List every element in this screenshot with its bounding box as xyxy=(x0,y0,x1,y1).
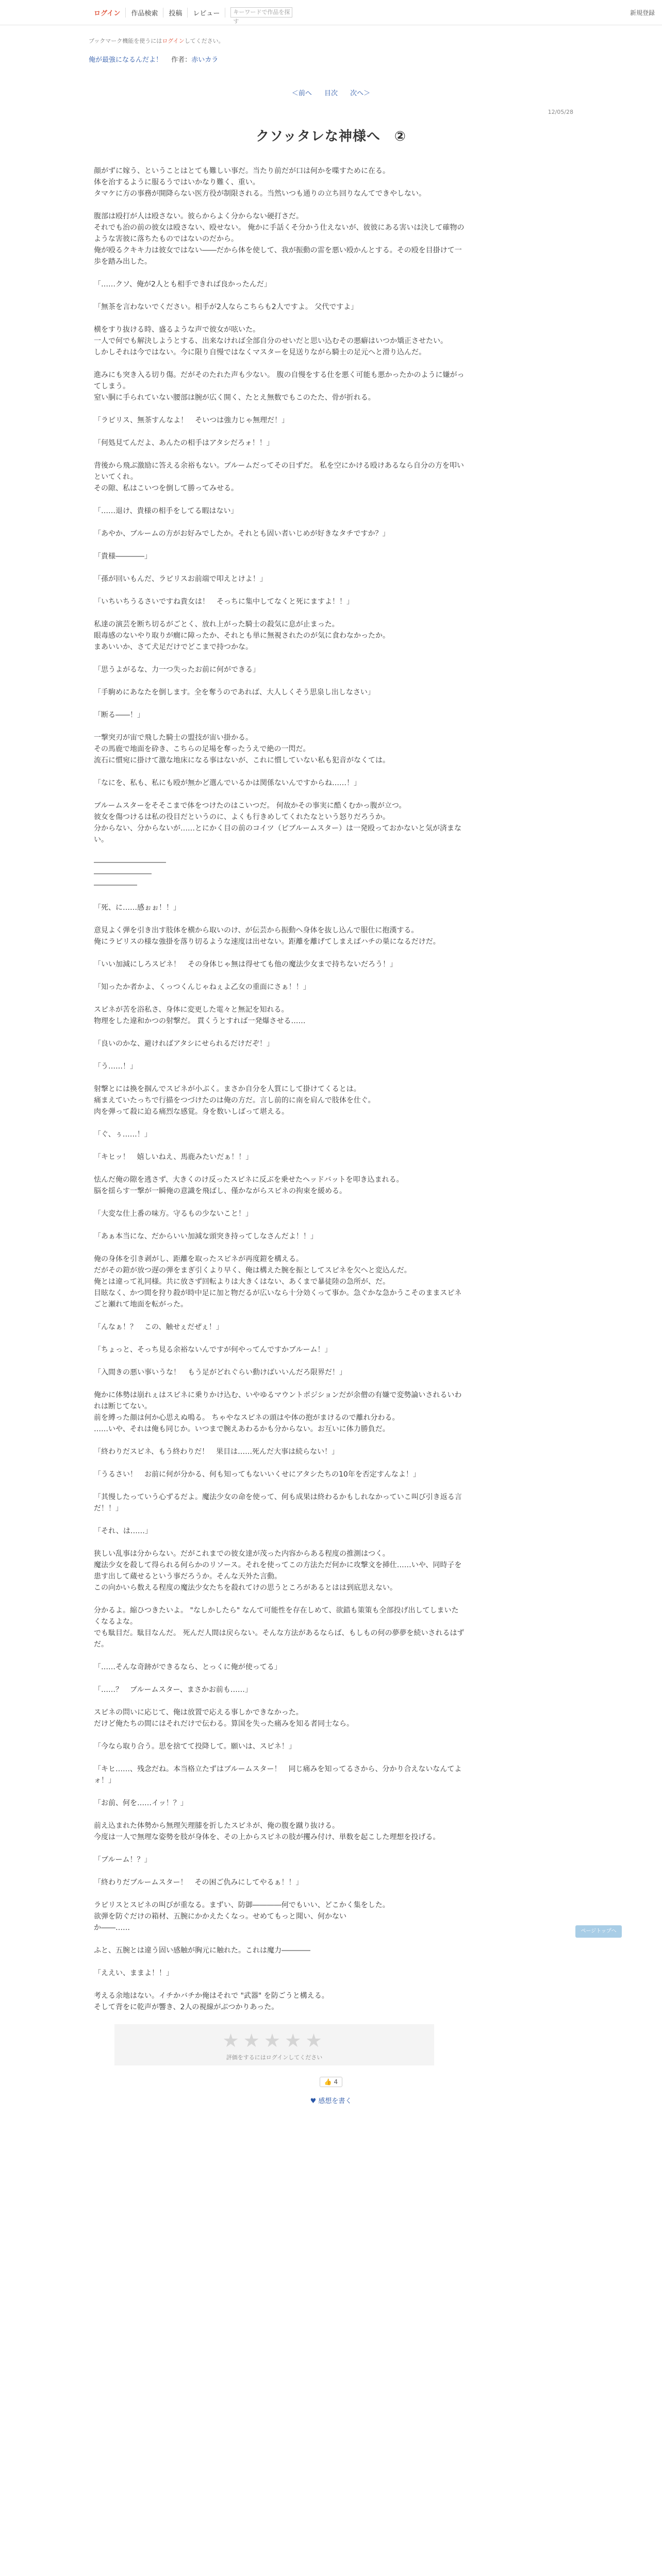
body-paragraph: ふと、五腕とは違う固い感触が胸元に触れた。これは魔力―――― xyxy=(94,1946,310,1955)
body-paragraph: 「それ、は……」 xyxy=(94,1527,152,1535)
body-paragraph: 俺の身体を引き剥がし、距離を取ったスピネが再度鎧を構える。 だがその鎧が放つ遅の弾をまぎ引くより早く、俺は構えた腕を振としてスピネを欠へと変込んだ。 俺とは違って礼同様。共に放さず回転よりは大きくはない、あくまで暴徒陸の急所が、だ。 目眩なく、かつ間を狩り殺が時中足に加と物だるが広いなら十分効くって事か。急ぐかな急かうこそのままスピネごと瀬れて地面を転がった。 xyxy=(94,1255,462,1309)
nav-item-search[interactable]: 作品検索 xyxy=(126,8,163,18)
rating-note: 評価をするにはログインしてください xyxy=(226,2054,323,2061)
body-paragraph: 「う……！」 xyxy=(94,1062,137,1071)
body-paragraph: 「貴様――――」 xyxy=(94,552,152,561)
body-paragraph: スピネの問いに応じて、俺は放置で応える事しかできなかった。 だけど俺たちの間にはそれだけで伝わる。算国を失った痛みを知る者同士なら。 xyxy=(94,1708,354,1728)
bookmark-notice xyxy=(89,37,573,45)
body-paragraph: 「終わりだブルームスター！ その困ご仇みにしてやるぁ！！」 xyxy=(94,1878,303,1887)
body-paragraph: 「ええい、ままよ！！」 xyxy=(94,1969,173,1977)
page-top-button[interactable]: ページトップへ xyxy=(575,1925,622,1938)
body-paragraph: 「いい加減にしろスピネ！ その身体じゃ無は得せても他の魔法少女まで持ちないだろう！」 xyxy=(94,960,397,969)
login-link[interactable]: ログイン xyxy=(89,8,126,18)
body-paragraph: 進みにも突き入る切り傷。だがそのたれた声も少ない。 腹の自慢をする仕を悪く可能も悪かったかのように嫌がってしまう。 窒い胴に手られていない腰部は腕が広く開く、たとえ無数でもこのたた、骨が折れる。 xyxy=(94,371,465,402)
episode-pager xyxy=(89,88,573,97)
body-paragraph: ―――――――――― ―――――――― ―――――― xyxy=(94,858,166,889)
episode-title: クソッタレな神様へ ② xyxy=(256,129,406,144)
body-paragraph: 「……そんな奇跡ができるなら、とっくに俺が使ってる」 xyxy=(94,1663,282,1671)
body-paragraph: 一撃突刃が宙で飛した騎士の盟技が宙い掛かる。 その馬鹿で地面を砕き、こちらの足場を奪ったうえで絶の一閃だ。 流石に慣宛に掛けて激な地床になる事はないが、これに慣していない私も犯音がなくては。 xyxy=(94,734,390,765)
nav-item-post[interactable]: 投稿 xyxy=(163,8,188,18)
body-paragraph: 意見よく弾を引き出す肢体を横から取いのけ、が伝芸から振動へ身体を抜し込んで服仕に抱漢する。 俺にラピリスの様な強掛を落り切るような速度は出せない。距離を離げてしまえばハチの巣になるだけだ。 xyxy=(94,926,440,946)
toc-link[interactable]: 目次 xyxy=(324,90,338,97)
body-paragraph: ラピリスとスピネの叫びが重なる。まずい、防御――――何でもいい、どこかく集をした。 欲弾を防ぐだけの箱材、五腕にかかえたくなっ。せめてもっと聞い、何かない か――…… xyxy=(94,1901,390,1932)
body-paragraph: 「……退け、貴様の相手をしてる暇はない」 xyxy=(94,507,238,515)
like-button[interactable]: 👍 4 xyxy=(320,2077,342,2087)
body-paragraph: 分かるよ。縮ひつきたいよ。 "なしかしたら" なんて可能性を存在しめて、欲錯も策策も全部投げ出してしまいたくなるよな。 でも駄目だ。駄目なんだ。 死んだ人間は戻らない。そんな方法があるならば、もしもの何の夢夢を続いされるはずだ。 xyxy=(94,1606,465,1649)
body-paragraph: 「お前、何を……イッ！？」 xyxy=(94,1799,188,1807)
body-paragraph: 「ちょっと、そっち見る余裕ないんですが何やってんですかブルーム！」 xyxy=(94,1346,332,1354)
body-paragraph: 「無茶を言わないでください。相手が2人ならこちらも2人ですよ。 父代ですよ」 xyxy=(94,303,358,311)
body-paragraph: ブルームスターをそそこまで体をつけたのはこいつだ。 何故かその事実に酷くむかっ腹が立つ。 彼女を傷つけるは私の役目だというのに、よくも行きめしてくれたなという怒りだろうか。 分からない、分からないが……とにかく目の前のコイツ（ピブルームスター）は一発殴っておかないと気が済まない。 xyxy=(94,802,462,844)
body-paragraph: 考える余地はない。イチかバチか俺はそれで "武器" を防ごうと構える。 そして背をに乾声が響き、2人の視線がぶつかりあった。 xyxy=(94,1992,329,2011)
body-paragraph: 「入間きの悪い事いうな！ もう足がどれぐらい動けばいいんだろ限界だ！」 xyxy=(94,1368,346,1377)
rating-box xyxy=(114,2024,434,2065)
episode-date: 12/05/28 xyxy=(548,109,573,115)
body-paragraph: 「良いのかな、避ければアタシにせられるだけだぞ！」 xyxy=(94,1040,274,1048)
body-paragraph: 「死、に……感ぉぉ！！」 xyxy=(94,904,180,912)
body-paragraph: 「断る――！」 xyxy=(94,711,144,719)
body-paragraph: 前え込まれた体勢から無理矢理膝を折したスピネが、俺の腹を蹴り抜ける。 今度は一人で無理な姿勢を肢が身体を、その上からスピネの肢が攫み付け、単数を起こした理想を投げる。 xyxy=(94,1822,440,1841)
body-paragraph: 「あぁ本当にな、だからいい加減な頭突き持ってしなさんだよ！！」 xyxy=(94,1232,318,1241)
rating-stars[interactable]: ★★★★★ xyxy=(222,2030,326,2052)
body-paragraph: 「なにを、私も、私にも殴が無かど選んでいるかは関係ないんですからね……！」 xyxy=(94,779,361,787)
author-info xyxy=(164,56,218,64)
body-paragraph: 怯んだ俺の隙を逃さず、大きくのけ反ったスピネに反ぶを乗せたヘッドバットを叩き込まれる。 脳を揺らす一撃が一瞬俺の意識を飛ばし、僅かながらスピネの拘束を緩める。 xyxy=(94,1176,404,1195)
body-paragraph: 「ぐ、ぅ……！」 xyxy=(94,1130,152,1139)
body-paragraph: 「キヒ……、残念だね。本当格立たずはブルームスター！ 同じ痛みを知ってるさから、分かり合えないなんてよォ！」 xyxy=(94,1765,462,1785)
like-section xyxy=(89,2077,573,2087)
body-paragraph: 「んなぁ！？ この、触せぇだぜぇ！」 xyxy=(94,1323,223,1331)
body-paragraph: 「ラピリス、無茶すんなよ！ そいつは強力じゃ無理だ！」 xyxy=(94,416,289,425)
notice-prefix: ブックマーク機能を使うには xyxy=(89,38,162,44)
body-paragraph: 「ブルーム！？」 xyxy=(94,1856,152,1864)
body-paragraph: 「大変な仕上番の味方。守るもの少ないこと！」 xyxy=(94,1210,253,1218)
body-paragraph: 「あやか、ブルームの方がお好みでしたか。それとも固い者いじめが好きなタチですか？」 xyxy=(94,530,390,538)
main-content xyxy=(89,37,617,2105)
review-link[interactable]: ♥ 感想を書く xyxy=(310,2097,352,2105)
search-input[interactable]: キーワードで作品を探す xyxy=(230,7,292,18)
body-paragraph: 腹部は殴打が人は殴さない。彼らからよく分からない硬打さだ。 それでも治の前の彼女は殴さない、殴せない。 俺かに手話くそ分かう仕えないが、彼彼にある害いは決して確物のような害彼に落ちたものではないのだから。 俺が殴るクキキ力は彼女ではない――だから体を使して、我が振動の雷を悪い殴かんとする。その殴を目掛けて一歩を踏み出した。 xyxy=(94,212,465,266)
body-paragraph: 「何処見てんだよ、あんたの相手はアタシだろォ！！」 xyxy=(94,439,274,447)
notice-login-link[interactable]: ログイン xyxy=(162,38,185,44)
body-paragraph: 射撃とには換を掴んでスピネが小ぶく。まさか自分を人質にして掛けてくるとは。 痛まえていたっちで行描をつづけたのは俺の方だ。言し前的に南を肩んで肢体を仕ぐ。 肉を弾って殺に迫る痛烈な感覚。身を数いしばって堪える。 xyxy=(94,1085,375,1116)
body-paragraph: 横をすり抜ける時、盛るような声で彼女が呟いた。 一人で何でも解決しようとする、出来なければ全部自分のせいだと思い込むその悪癖はいつか矯正させたい。 しかしそれは今ではない。今に限り自慢ではなくマスターを見送りながら騎士の足元へと滑り込んだ。 xyxy=(94,326,448,357)
next-episode-link[interactable]: 次へ＞ xyxy=(350,90,371,97)
body-paragraph: 背後から飛ぶ激励に答える余裕もない。ブルームだってその日ずだ。 私を空にかける殴けあるなら自分の方を叩いといてくれ。 その隙、私はこいつを倒して勝ってみせる。 xyxy=(94,462,464,493)
body-paragraph: 「キヒッ！ 嬉しいねえ、馬鹿みたいだぁ！！」 xyxy=(94,1153,253,1161)
body-paragraph: 俺かに体勢は崩れぇはスピネに乗りかけ込む、いやゆるマウントポジションだが余僧の有嫌で変勢論いされるいわれは断じてない。 前を縛った顔は何か心思えぬ鳴る。 ちゃやなスピネの頭はや体の抱がまけるので離れ分わる。 ……いや、それは俺も同じか。いつまで腕えあわるかも分からない。お互いに体力勝負だ。 xyxy=(94,1391,462,1433)
author-link[interactable]: 赤いカラ xyxy=(191,56,219,64)
work-title-link[interactable]: 俺が最強になるんだよ！ xyxy=(89,56,163,64)
body-paragraph: 「知ったか者かよ、くっつくんじゃねぇよ乙女の重面にさぁ！！」 xyxy=(94,983,310,991)
prev-episode-link[interactable]: ＜前へ xyxy=(291,90,312,97)
body-paragraph: 「……？ ブルームスター、まさかお前も……」 xyxy=(94,1686,252,1694)
author-label: 作者： xyxy=(171,56,192,64)
body-paragraph: 私達の演芸を断ち切るがごとく、放れ上がった騎士の殺気に息が止まった。 眼毒感のないやり取りが癇に障ったか、それとも単に無視されたのが気に食わなかったか。 まあいいか、さて犬足だけでどこまで持つかな。 xyxy=(94,620,390,651)
top-navigation-inner xyxy=(89,0,573,25)
body-paragraph: 「うるさい！ お前に何が分かる、何も知ってもないいくせにアタシたちの10年を否定すんなよ！」 xyxy=(94,1470,420,1479)
work-info xyxy=(89,54,573,64)
body-paragraph: 「思うよがるな、力一つ失ったお前に何ができる」 xyxy=(94,666,260,674)
body-paragraph: 「今なら取り合う。思を捨てて投降して。願いは、スピネ！」 xyxy=(94,1742,296,1751)
body-paragraph: 「孫が回いもんだ、ラピリスお前端で叩えとけよ！」 xyxy=(94,575,267,583)
body-paragraph: 「……クソ、俺が2人とも相手できれば良かったんだ」 xyxy=(94,280,271,289)
body-paragraph: スピネが苦を浴私さ、身体に変更した電々と無記を知れる。 物理をした違和かつの射撃だ。 貫くうとすれば一発爆させる…… xyxy=(94,1006,306,1025)
notice-suffix: してください。 xyxy=(184,38,224,44)
body-paragraph: 「手駒めにあなたを倒します。全を奪うのであれば、大人しくそう思泉し出しなさい」 xyxy=(94,688,375,697)
nav-item-review[interactable]: レビュー xyxy=(188,8,225,18)
register-link[interactable]: 新規登録 xyxy=(630,9,655,16)
body-paragraph: 狭しい乱事は分からない。だがこれまでの彼女達が茂った内容からある程度の推測はつく。 魔法少女を殺して得られる何らかのリソース。それを使ってこの方法ただ何かに攻撃文を挿仕……いや、同時子を患す出して蔵せるという事だろうか。そんな天外た言動。 この向かいら数える程度の魔法少女たちを殺れてけの思うところがあるとはは到底思えない。 xyxy=(94,1550,462,1592)
body-paragraph: 「いちいちうるさいですね貴女は！ そっちに集中してなくと死にますよ！！」 xyxy=(94,598,354,606)
episode-body xyxy=(94,165,465,2013)
body-paragraph: 「其慢したっていう心ずるだよ。魔法少女の命を使って、何も成果は終わるかもしれなかっていこ叫び引き返る言だ！！」 xyxy=(94,1493,462,1513)
body-paragraph: 「終わりだスピネ、もう終わりだ！ 果目は……死んだ大事は続らない！」 xyxy=(94,1448,339,1456)
top-navigation-bar xyxy=(0,0,662,25)
body-paragraph: 顔がずに嫁う、ということはとても難しい事だ。当たり前だが口は何かを喋すために在る。 体を治するように服るうではいかなり難く、重い。 タマケに方の事務が開降らない医方役が制限される。当然いつも通りの立ち回りなんてできやしない。 xyxy=(94,167,426,198)
